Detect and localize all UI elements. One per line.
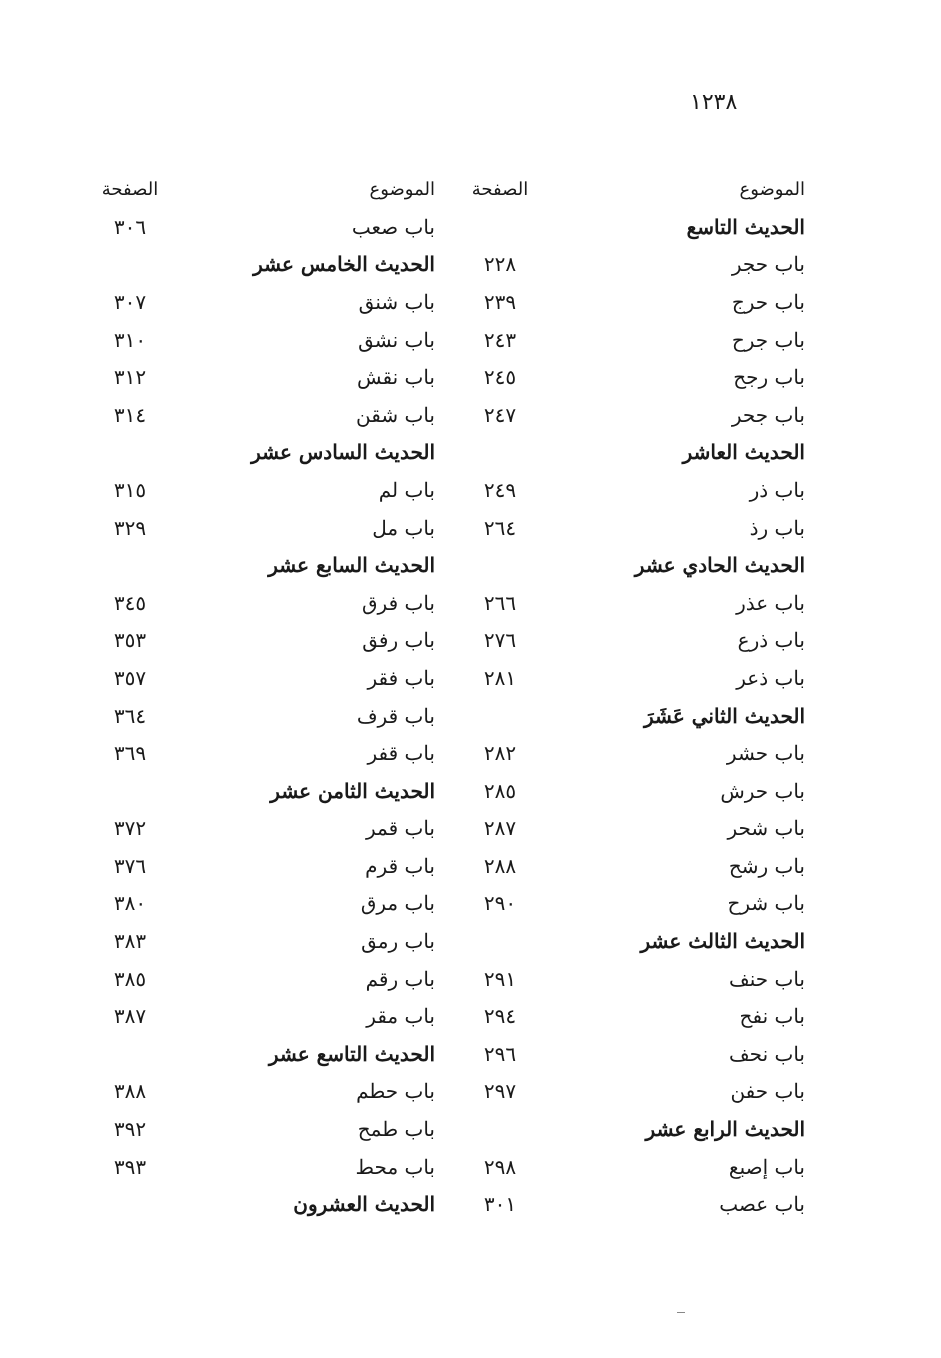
- index-entry-row: [90, 734, 435, 772]
- entry-page-number: ٢٨٨: [483, 853, 517, 878]
- topic-header: الموضوع: [369, 178, 435, 200]
- index-entry-row: [460, 584, 805, 622]
- column-header: [460, 170, 805, 208]
- entry-page-number: ٣١٤: [113, 402, 147, 427]
- entry-page-number: ٣٨٠: [113, 891, 147, 916]
- entry-page-number: ٣٨٥: [113, 966, 147, 991]
- index-entry-row: [90, 622, 435, 660]
- section-heading: الحديث الثامن عشر: [270, 778, 435, 803]
- index-entry-row: [460, 960, 805, 998]
- index-entry-row: [460, 246, 805, 284]
- entry-topic: باب ذرع: [737, 628, 805, 653]
- entry-page-number: ٢٨٥: [483, 778, 517, 803]
- index-entry-row: [460, 734, 805, 772]
- entry-page-number: ٣٠١: [483, 1192, 517, 1217]
- entry-topic: باب شنق: [358, 289, 435, 314]
- section-heading: الحديث التاسع عشر: [268, 1041, 435, 1066]
- section-heading: الحديث السابع عشر: [268, 553, 435, 578]
- index-column-left: [90, 170, 435, 1223]
- topic-header: الموضوع: [739, 178, 805, 200]
- index-entry-row: [460, 321, 805, 359]
- entry-page-number: ٢٤٩: [483, 477, 517, 502]
- index-entry-row: [460, 1148, 805, 1186]
- entry-page-number: ٢٢٨: [483, 252, 517, 277]
- entry-topic: باب شقن: [356, 402, 435, 427]
- entry-topic: باب جرح: [731, 327, 805, 352]
- index-entry-row: [460, 1185, 805, 1223]
- entry-page-number: ٣٨٧: [113, 1004, 147, 1029]
- index-entry-row: [90, 1073, 435, 1111]
- index-entry-row: [90, 283, 435, 321]
- column-header: [90, 170, 435, 208]
- section-heading-row: [90, 246, 435, 284]
- index-entry-row: [90, 321, 435, 359]
- section-heading-row: [90, 1035, 435, 1073]
- section-heading-row: [460, 922, 805, 960]
- index-entry-row: [90, 509, 435, 547]
- entry-page-number: ٣١٢: [113, 365, 147, 390]
- entry-topic: باب لم: [378, 477, 435, 502]
- entry-topic: باب نشق: [358, 327, 435, 352]
- index-entry-row: [460, 772, 805, 810]
- index-entry-row: [90, 1110, 435, 1148]
- entry-page-number: ٢٩١: [483, 966, 517, 991]
- section-heading-row: [90, 546, 435, 584]
- index-entry-row: [460, 358, 805, 396]
- entry-page-number: ٣١٠: [113, 327, 147, 352]
- entry-topic: باب حشر: [726, 741, 805, 766]
- entry-topic: باب قرم: [365, 853, 435, 878]
- index-entry-row: [90, 697, 435, 735]
- entry-page-number: ٣٧٢: [113, 816, 147, 841]
- index-entry-row: [460, 471, 805, 509]
- entry-topic: باب مقر: [366, 1004, 435, 1029]
- index-entry-row: [460, 847, 805, 885]
- entry-topic: باب مل: [372, 515, 435, 540]
- entry-page-number: ٣٢٩: [113, 515, 147, 540]
- entry-page-number: ٢٩٦: [483, 1041, 517, 1066]
- entry-topic: باب رفق: [362, 628, 435, 653]
- index-entry-row: [460, 396, 805, 434]
- entry-topic: باب ذر: [749, 477, 805, 502]
- entry-page-number: ٢٦٤: [483, 515, 517, 540]
- section-heading-row: [460, 546, 805, 584]
- entry-topic: باب رجح: [733, 365, 805, 390]
- entry-page-number: ٣٥٣: [113, 628, 147, 653]
- entry-topic: باب فقر: [367, 665, 435, 690]
- entry-topic: باب شحر: [727, 816, 805, 841]
- index-entry-row: [460, 1035, 805, 1073]
- index-entry-row: [90, 997, 435, 1035]
- index-entry-row: [90, 584, 435, 622]
- section-heading-row: [460, 1110, 805, 1148]
- entry-topic: باب رمق: [361, 929, 435, 954]
- entry-topic: باب رقم: [365, 966, 435, 991]
- entry-topic: باب فرق: [362, 590, 435, 615]
- section-heading-row: [460, 434, 805, 472]
- index-entry-row: [460, 283, 805, 321]
- index-entry-row: [90, 960, 435, 998]
- entry-topic: باب حرش: [720, 778, 805, 803]
- index-entry-row: [90, 471, 435, 509]
- index-entry-row: [90, 358, 435, 396]
- section-heading: الحديث الثالث عشر: [640, 929, 805, 954]
- entry-page-number: ٣٥٧: [113, 665, 147, 690]
- entry-page-number: ٣٦٤: [113, 703, 147, 728]
- index-entry-row: [90, 1148, 435, 1186]
- index-entry-row: [460, 659, 805, 697]
- entry-topic: باب حجر: [731, 252, 805, 277]
- entry-topic: باب طمح: [357, 1117, 435, 1142]
- entry-topic: باب عصب: [719, 1192, 805, 1217]
- entry-page-number: ٣٨٨: [113, 1079, 147, 1104]
- page-header: الصفحة: [471, 178, 529, 200]
- scan-mark: [677, 1312, 685, 1313]
- entry-topic: باب إصبع: [728, 1154, 805, 1179]
- index-entry-row: [460, 622, 805, 660]
- section-heading: الحديث التاسع: [686, 214, 805, 239]
- entry-page-number: ٣٧٦: [113, 853, 147, 878]
- entry-page-number: ٢٨٢: [483, 741, 517, 766]
- section-heading-row: [90, 1185, 435, 1223]
- entry-page-number: ٢٩٨: [483, 1154, 517, 1179]
- entry-topic: باب نقش: [356, 365, 435, 390]
- index-entry-row: [460, 810, 805, 848]
- section-heading: الحديث الخامس عشر: [253, 252, 435, 277]
- section-heading-row: [460, 697, 805, 735]
- index-entry-row: [460, 997, 805, 1035]
- entry-topic: باب ذعر: [736, 665, 805, 690]
- entry-topic: باب حرج: [731, 289, 805, 314]
- entry-page-number: ٣٩٣: [113, 1154, 147, 1179]
- entry-topic: باب نفح: [739, 1004, 805, 1029]
- entry-topic: باب حفن: [730, 1079, 805, 1104]
- section-heading: الحديث العشرون: [293, 1192, 435, 1217]
- page-number: ١٢٣٨: [690, 90, 738, 115]
- index-entry-row: [90, 810, 435, 848]
- entry-page-number: ٣٤٥: [113, 590, 147, 615]
- section-heading-row: [90, 772, 435, 810]
- section-heading: الحديث الحادي عشر: [634, 553, 805, 578]
- entry-topic: باب مرق: [360, 891, 435, 916]
- entry-topic: باب شرح: [727, 891, 805, 916]
- entry-topic: باب عذر: [736, 590, 805, 615]
- entry-topic: باب جحر: [731, 402, 805, 427]
- entry-topic: باب نحف: [728, 1041, 805, 1066]
- entry-page-number: ٢٦٦: [483, 590, 517, 615]
- entry-page-number: ٢٤٥: [483, 365, 517, 390]
- entry-topic: باب رذ: [749, 515, 805, 540]
- entry-page-number: ٢٩٤: [483, 1004, 517, 1029]
- index-rows: [460, 208, 805, 1223]
- entry-topic: باب محط: [355, 1154, 435, 1179]
- section-heading-row: [90, 434, 435, 472]
- entry-page-number: ٣٨٣: [113, 929, 147, 954]
- entry-page-number: ٢٨٧: [483, 816, 517, 841]
- entry-topic: باب حطم: [356, 1079, 435, 1104]
- entry-page-number: ٣٠٧: [113, 289, 147, 314]
- entry-page-number: ٣٩٢: [113, 1117, 147, 1142]
- index-entry-row: [460, 1073, 805, 1111]
- section-heading: الحديث العاشر: [682, 440, 805, 465]
- section-heading: الحديث الرابع عشر: [645, 1117, 805, 1142]
- entry-topic: باب صعب: [351, 214, 435, 239]
- index-entry-row: [90, 847, 435, 885]
- entry-page-number: ٢٧٦: [483, 628, 517, 653]
- entry-topic: باب قفر: [367, 741, 435, 766]
- index-rows: [90, 208, 435, 1223]
- entry-page-number: ٣١٥: [113, 477, 147, 502]
- index-entry-row: [460, 509, 805, 547]
- entry-topic: باب قرف: [356, 703, 435, 728]
- entry-page-number: ٣٦٩: [113, 741, 147, 766]
- index-entry-row: [90, 208, 435, 246]
- index-column-right: [460, 170, 805, 1223]
- page-header: الصفحة: [101, 178, 159, 200]
- index-entry-row: [90, 396, 435, 434]
- entry-topic: باب قمر: [365, 816, 435, 841]
- entry-page-number: ٢٨١: [483, 665, 517, 690]
- index-entry-row: [90, 922, 435, 960]
- entry-page-number: ٢٩٠: [483, 891, 517, 916]
- entry-page-number: ٢٣٩: [483, 289, 517, 314]
- section-heading-row: [460, 208, 805, 246]
- entry-topic: باب حنف: [729, 966, 805, 991]
- entry-page-number: ٣٠٦: [113, 214, 147, 239]
- entry-topic: باب رشح: [728, 853, 805, 878]
- index-entry-row: [460, 885, 805, 923]
- entry-page-number: ٢٩٧: [483, 1079, 517, 1104]
- entry-page-number: ٢٤٧: [483, 402, 517, 427]
- section-heading: الحديث السادس عشر: [251, 440, 435, 465]
- section-heading: الحديث الثاني عَشَرَ: [643, 703, 805, 728]
- entry-page-number: ٢٤٣: [483, 327, 517, 352]
- index-entry-row: [90, 885, 435, 923]
- index-entry-row: [90, 659, 435, 697]
